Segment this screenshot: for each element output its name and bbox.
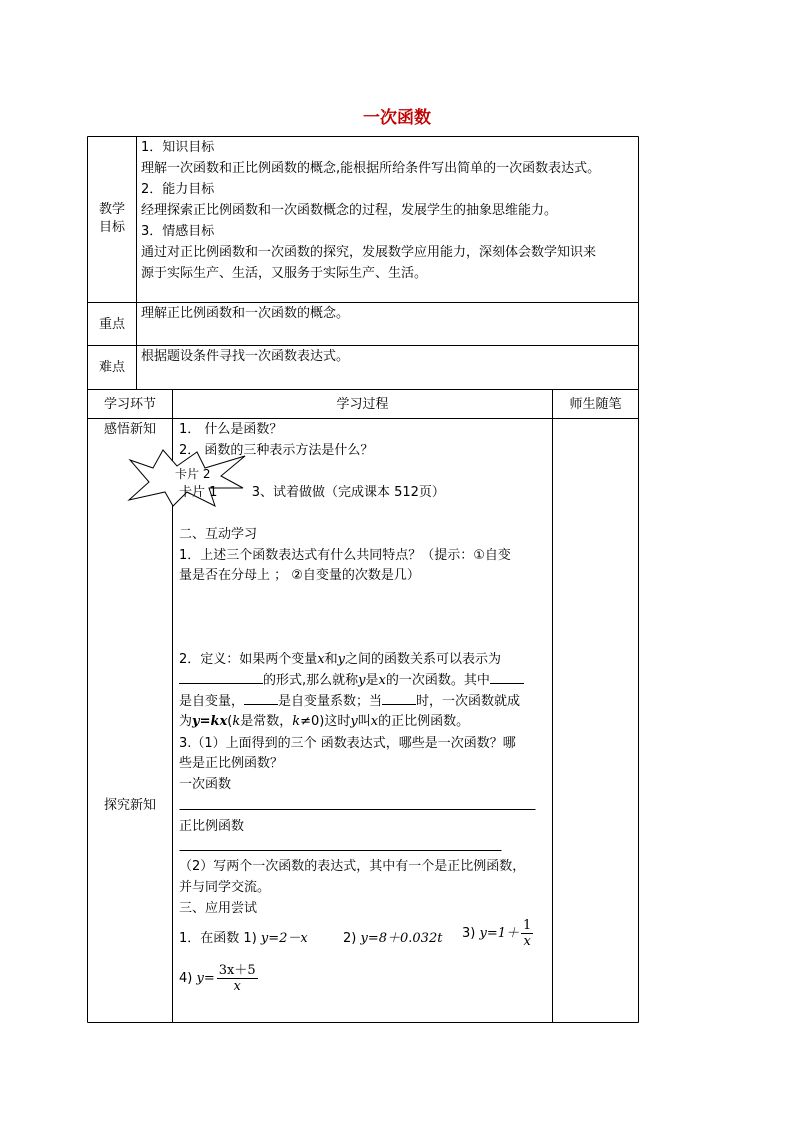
formula-2: y=8＋0.032	[360, 931, 438, 946]
proportional-function-label: 正比例函数	[179, 819, 245, 834]
question-3-2-line2: 并与同学交流。	[179, 880, 271, 895]
stage-label-perceive: 感悟新知	[103, 422, 156, 437]
application-q1: 1．在函数 1) y=2－x	[179, 931, 308, 946]
definition-line2: 的形式,那么就称y是x的一次函数。其中	[179, 671, 524, 690]
application-formula-4: 4) y= $\frac{3x+5}{x}$	[179, 963, 256, 994]
page-title: 一次函数	[363, 108, 431, 128]
question-3-1-line1: 3.（1）上面得到的三个 函数表达式，哪些是一次函数？哪	[179, 736, 516, 751]
key-point-label: 重点	[98, 317, 125, 332]
goals-line: 经理探索正比例函数和一次函数概念的过程，发展学生的抽象思维能力。	[141, 203, 558, 218]
blank-variable	[490, 671, 524, 684]
blank-form	[179, 671, 263, 684]
application-formula-3: 3) y=1＋ $\frac{1}{x}$	[462, 918, 532, 949]
stage-label-explore: 探究新知	[103, 798, 156, 813]
difficulty-text: 根据题设条件寻找一次函数表达式。	[141, 349, 350, 364]
question-3-1-line2: 些是正比例函数？	[179, 756, 284, 771]
header-notes: 师生随笔	[569, 397, 622, 412]
section-application: 三、应用尝试	[179, 901, 258, 916]
formula-3: y=1＋	[479, 926, 519, 941]
question-2: 2． 函数的三种表示方法是什么？	[179, 443, 374, 458]
question-3-2-line1: （2）写两个一次函数的表达式，其中有一个是正比例函数，	[179, 859, 526, 874]
goals-line: 源于实际生产、生活，又服务于实际生产、生活。	[141, 266, 428, 281]
fraction-3x-plus-5-over-x: $\frac{3x+5}{x}$	[218, 963, 256, 994]
key-point-text: 理解正比例函数和一次函数的概念。	[141, 306, 350, 321]
application-formula-2: 2) y=8＋0.032t	[343, 931, 443, 946]
section-interactive: 二、互动学习	[179, 527, 258, 542]
goals-line: 3．情感目标	[141, 224, 215, 239]
fraction-1-over-x: $\frac{1}{x}$	[523, 918, 532, 949]
blank-coefficient	[244, 692, 278, 705]
definition-line4: 为y=kx(k是常数，k≠0)这时y叫x的正比例函数。	[179, 714, 470, 729]
formula-4: y=	[196, 971, 215, 986]
difficulty-label: 难点	[98, 360, 125, 375]
linear-function-label: 一次函数	[179, 777, 232, 792]
question-3-row	[179, 484, 445, 502]
card-2-label: 卡片 2	[175, 467, 211, 481]
goals-label: 教学 目标	[98, 202, 125, 235]
goals-line: 2．能力目标	[141, 182, 215, 197]
question-3: 3、试着做做（完成课本 512页）	[251, 485, 445, 500]
goals-line: 1．知识目标	[141, 140, 215, 155]
card-1-label: 卡片 1	[179, 485, 218, 500]
blank-condition	[382, 692, 416, 705]
goals-line: 理解一次函数和正比例函数的概念,能根据所给条件写出简单的一次函数表达式。	[141, 161, 601, 176]
header-stage: 学习环节	[103, 397, 156, 412]
question-1: 1． 什么是函数？	[179, 422, 283, 437]
definition-line1: 2．定义：如果两个变量x和y之间的函数关系可以表示为	[179, 652, 502, 667]
definition-line3: 是自变量， 是自变量系数；当 时，一次函数就成	[179, 694, 521, 709]
goals-line: 通过对正比例函数和一次函数的探究，发展数学应用能力，深刻体会数学知识来	[141, 245, 597, 260]
header-process: 学习过程	[336, 397, 389, 412]
interactive-q1-line2: 量是否在分母上 ； ②自变量的次数是几）	[179, 568, 420, 583]
interactive-q1-line1: 1．上述三个函数表达式有什么共同特点？（提示：①自变	[179, 548, 511, 563]
formula-1: y=2－x	[260, 931, 308, 946]
